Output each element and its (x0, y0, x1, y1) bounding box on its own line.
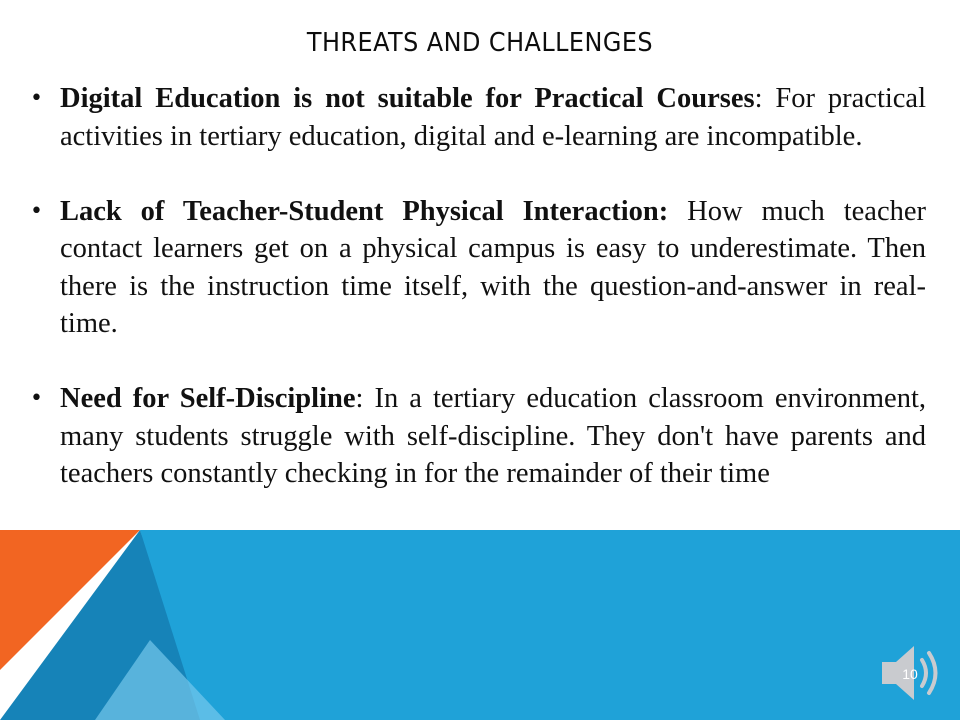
bullet-symbol: • (30, 86, 43, 111)
slide-title: THREATS AND CHALLENGES (306, 28, 654, 58)
bullet-text: In a tertiary education classroom environment, many students struggle with self-discipline. They don't have parents and teachers constantly checking in for the remainder of their time (60, 383, 926, 489)
bullet-heading: Digital Education is not suitable for Practical Courses (60, 83, 755, 114)
bullet-heading: Need for Self-Discipline (60, 383, 356, 414)
bullet-list (28, 80, 926, 530)
bullet-text: How much teacher contact learners get on a physical campus is easy to underestimate. Then there is the instruction time itself, with the question-and-answer in real-time. (60, 195, 926, 339)
bullet-heading: Lack of Teacher-Student Physical Interaction: (60, 195, 669, 227)
bullet-item-self-discipline (28, 380, 926, 493)
bullet-item-practical-courses (28, 80, 926, 155)
bullet-symbol: • (30, 198, 43, 224)
bullet-item-physical-interaction (28, 193, 926, 343)
bullet-symbol: • (30, 386, 43, 411)
blue-band (140, 530, 960, 720)
slide-number: 10 (902, 666, 918, 682)
bullet-separator: : (754, 83, 763, 114)
bullet-separator: : (355, 383, 364, 414)
bullet-text: For practical activities in tertiary education, digital and e-learning are incompatible. (60, 83, 926, 152)
